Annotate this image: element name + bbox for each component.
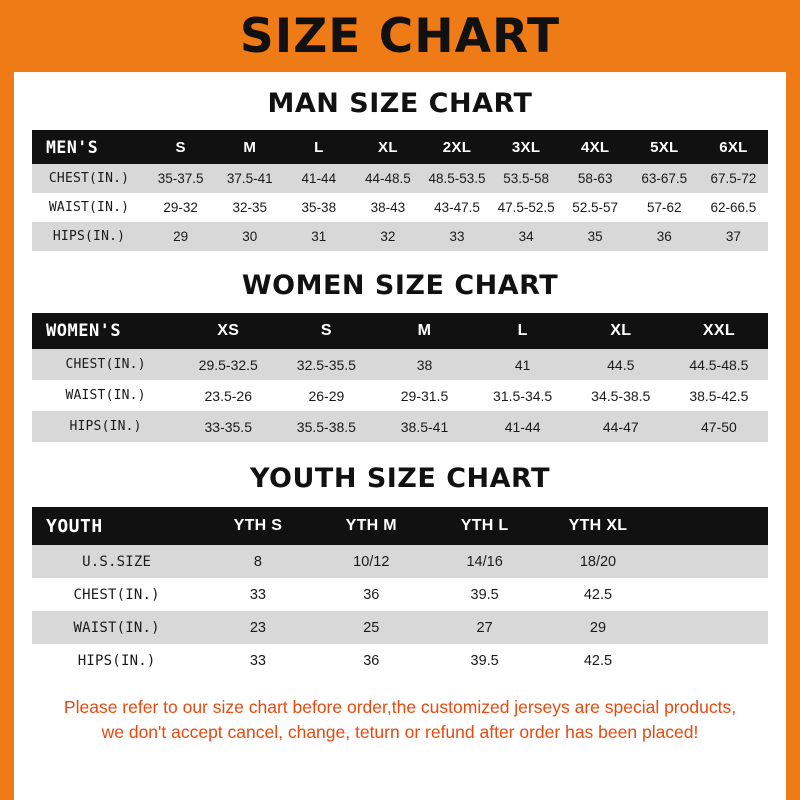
page-banner — [0, 0, 800, 72]
man-col-0: S — [175, 138, 186, 156]
man-cell-2-2: 31 — [311, 229, 327, 244]
women-col-1: S — [320, 322, 332, 339]
man-cell-0-4: 48.5-53.5 — [428, 171, 486, 186]
man-size-table-wrapper — [32, 130, 768, 251]
man-cell-2-1: 30 — [242, 229, 258, 244]
youth-row-0-label: U.S.SIZE — [82, 553, 152, 570]
youth-col-4 — [655, 507, 768, 545]
table-row — [32, 611, 768, 644]
order-policy-notice — [32, 695, 768, 746]
youth-cell-1-3: 42.5 — [583, 586, 613, 603]
women-cell-1-2: 29-31.5 — [400, 387, 449, 404]
man-cell-0-1: 37.5-41 — [226, 171, 273, 186]
women-cell-0-0: 29.5-32.5 — [198, 356, 258, 373]
youth-cell-3-1: 36 — [363, 652, 380, 669]
man-cell-0-3: 44-48.5 — [365, 171, 411, 186]
man-col-6: 4XL — [580, 138, 610, 156]
man-cell-2-8: 37 — [725, 229, 741, 244]
women-row-1-label: WAIST(IN.) — [65, 388, 146, 403]
women-cell-0-3: 41 — [514, 356, 531, 373]
man-section-title: MAN SIZE CHART — [267, 88, 533, 119]
man-cell-2-6: 35 — [587, 229, 603, 244]
man-cell-0-0: 35-37.5 — [157, 171, 204, 186]
youth-cell-1-4 — [655, 578, 768, 611]
youth-row-2-label: WAIST(IN.) — [73, 619, 160, 636]
man-col-2: L — [314, 138, 324, 156]
youth-cell-2-4 — [655, 611, 768, 644]
man-cell-1-4: 43-47.5 — [434, 200, 480, 215]
table-row — [32, 380, 768, 411]
man-row-2-label: HIPS(IN.) — [52, 229, 126, 244]
women-cell-0-4: 44.5 — [607, 356, 635, 373]
youth-cell-0-3: 18/20 — [579, 553, 617, 570]
man-cell-1-2: 35-38 — [301, 200, 337, 215]
women-cell-1-0: 23.5-26 — [204, 387, 252, 404]
notice-line-2: we don't accept cancel, change, teturn or refund after order has been placed! — [101, 722, 699, 743]
women-col-0: XS — [217, 322, 240, 339]
youth-cell-2-0: 23 — [249, 619, 266, 636]
man-cell-1-8: 62-66.5 — [710, 200, 757, 215]
man-corner-label: MEN'S — [46, 137, 99, 157]
youth-cell-3-0: 33 — [249, 652, 266, 669]
women-cell-1-3: 31.5-34.5 — [493, 387, 553, 404]
table-header-row — [32, 313, 768, 349]
youth-cell-0-4 — [655, 545, 768, 578]
women-cell-2-5: 47-50 — [701, 418, 737, 435]
table-row — [32, 545, 768, 578]
man-col-8: 6XL — [719, 138, 748, 156]
table-row — [32, 578, 768, 611]
women-size-table — [32, 313, 768, 442]
man-col-7: 5XL — [650, 138, 679, 156]
table-header-row — [32, 507, 768, 545]
man-cell-0-5: 53.5-58 — [503, 171, 549, 186]
youth-cell-0-1: 10/12 — [353, 553, 390, 570]
man-col-1: M — [243, 138, 257, 156]
women-col-3: L — [517, 322, 528, 339]
man-col-3: XL — [378, 138, 398, 156]
man-cell-2-7: 36 — [656, 229, 672, 244]
notice-line-1: Please refer to our size chart before order,the customized jerseys are special products, — [63, 697, 737, 717]
women-cell-2-1: 35.5-38.5 — [296, 418, 356, 435]
women-cell-1-1: 26-29 — [308, 387, 345, 404]
youth-col-1: YTH M — [345, 517, 397, 534]
women-col-5: XXL — [702, 322, 735, 339]
man-row-1-label: WAIST(IN.) — [48, 200, 130, 215]
youth-cell-3-4 — [655, 644, 768, 677]
women-size-table-wrapper — [32, 313, 768, 442]
youth-col-2: YTH L — [460, 517, 509, 534]
youth-row-3-label: HIPS(IN.) — [77, 652, 156, 669]
women-cell-0-2: 38 — [416, 356, 433, 373]
man-cell-2-4: 33 — [449, 229, 465, 244]
table-row — [32, 644, 768, 677]
youth-cell-3-3: 42.5 — [583, 652, 613, 669]
man-cell-1-5: 47.5-52.5 — [497, 200, 555, 215]
table-header-row — [32, 130, 768, 164]
women-cell-2-3: 41-44 — [504, 418, 541, 435]
man-cell-1-7: 57-62 — [647, 200, 682, 215]
man-col-4: 2XL — [442, 138, 472, 156]
man-cell-0-2: 41-44 — [301, 171, 337, 186]
table-row — [32, 164, 768, 193]
women-col-2: M — [417, 322, 432, 339]
youth-size-table — [32, 507, 768, 677]
man-cell-0-8: 67.5-72 — [710, 171, 757, 186]
women-col-4: XL — [610, 322, 632, 339]
youth-size-table-wrapper — [32, 507, 768, 677]
youth-cell-2-2: 27 — [476, 619, 493, 636]
youth-cell-2-3: 29 — [589, 619, 607, 636]
women-row-0-label: CHEST(IN.) — [65, 357, 146, 372]
women-row-2-label: HIPS(IN.) — [69, 419, 142, 434]
table-row — [32, 222, 768, 251]
page-title: SIZE CHART — [239, 8, 561, 64]
women-cell-1-4: 34.5-38.5 — [591, 387, 651, 404]
table-row — [32, 193, 768, 222]
man-cell-0-6: 58-63 — [577, 171, 613, 186]
table-row — [32, 349, 768, 380]
youth-cell-1-0: 33 — [249, 586, 266, 603]
women-section-title: WOMEN SIZE CHART — [241, 270, 559, 301]
youth-cell-0-2: 14/16 — [466, 553, 503, 570]
women-corner-label: WOMEN'S — [46, 321, 122, 341]
man-cell-1-1: 32-35 — [232, 200, 267, 215]
youth-col-0: YTH S — [233, 517, 283, 534]
man-cell-0-7: 63-67.5 — [641, 171, 688, 186]
youth-cell-1-2: 39.5 — [470, 586, 499, 603]
man-cell-1-0: 29-32 — [163, 200, 198, 215]
youth-cell-0-0: 8 — [253, 553, 262, 570]
youth-cell-2-1: 25 — [363, 619, 380, 636]
youth-cell-1-1: 36 — [363, 586, 380, 603]
women-cell-2-2: 38.5-41 — [400, 418, 449, 435]
women-cell-1-5: 38.5-42.5 — [689, 387, 749, 404]
women-cell-2-0: 33-35.5 — [204, 418, 252, 435]
women-cell-0-1: 32.5-35.5 — [296, 356, 356, 373]
youth-row-1-label: CHEST(IN.) — [73, 586, 160, 603]
man-cell-2-0: 29 — [173, 229, 189, 244]
youth-cell-3-2: 39.5 — [470, 652, 499, 669]
chart-content — [14, 88, 786, 746]
man-col-5: 3XL — [511, 138, 541, 156]
youth-section-title: YOUTH SIZE CHART — [249, 463, 551, 494]
women-cell-2-4: 44-47 — [602, 418, 639, 435]
man-cell-2-5: 34 — [518, 229, 534, 244]
man-size-table — [32, 130, 768, 251]
youth-corner-label: YOUTH — [46, 515, 103, 537]
table-row — [32, 411, 768, 442]
man-cell-2-3: 32 — [380, 229, 396, 244]
man-cell-1-3: 38-43 — [370, 200, 406, 215]
man-row-0-label: CHEST(IN.) — [48, 171, 130, 186]
women-cell-0-5: 44.5-48.5 — [689, 356, 749, 373]
youth-col-3: YTH XL — [568, 517, 628, 534]
man-cell-1-6: 52.5-57 — [572, 200, 619, 215]
